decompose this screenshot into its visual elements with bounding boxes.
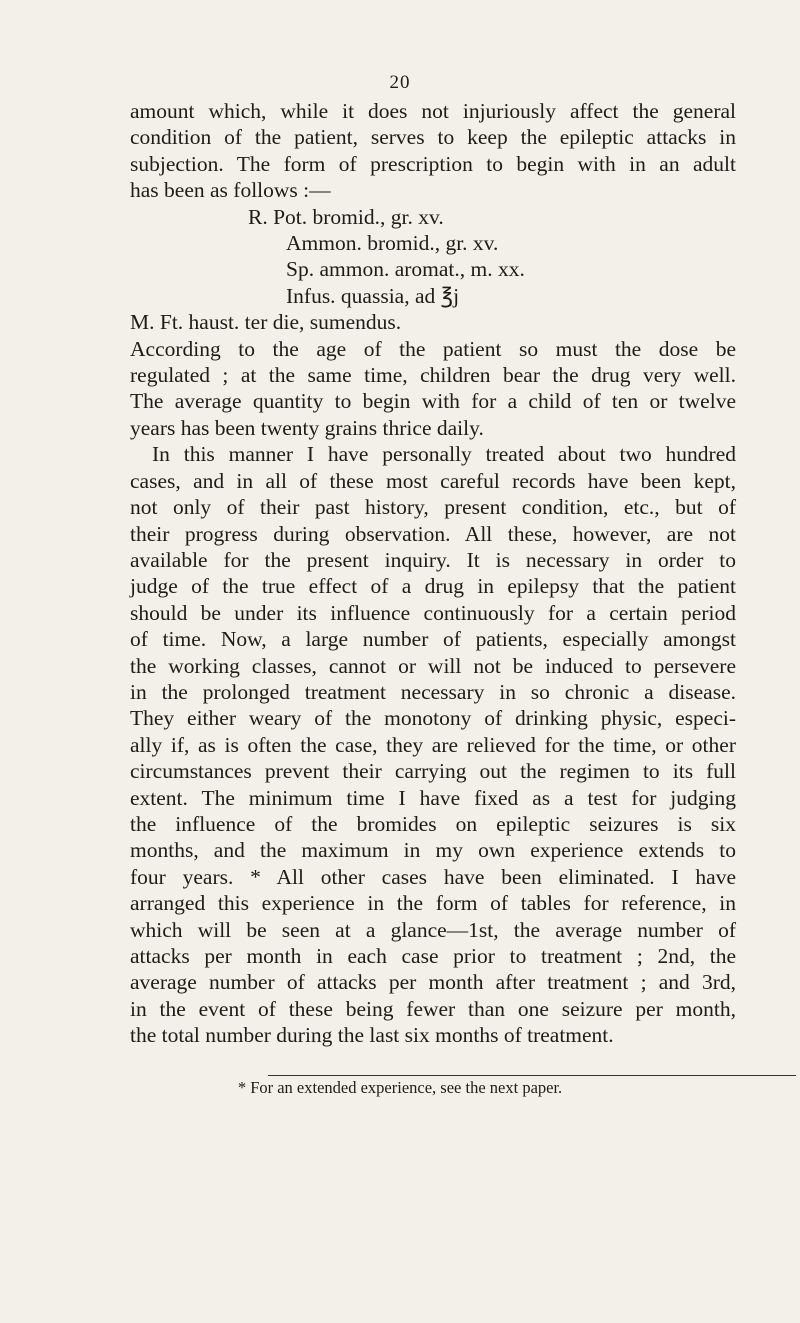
prescription-line: Sp. ammon. aromat., m. xx. <box>286 257 525 282</box>
text-line: the working classes, cannot or will not be induced to persevere <box>130 653 736 678</box>
text-line: which will be seen at a glance—1st, the average number of <box>130 917 736 942</box>
text-line: not only of their past history, present condition, etc., but of <box>130 495 736 520</box>
text-line: arranged this experience in the form of tables for reference, in <box>130 891 736 916</box>
text-line: According to the age of the patient so must the dose be <box>130 336 736 361</box>
text-line: the total number during the last six months of treatment. <box>130 1023 614 1048</box>
prescription-line: R. Pot. bromid., gr. xv. <box>248 204 444 229</box>
footnote-divider <box>268 1075 796 1076</box>
body-text <box>130 98 736 1049</box>
text-line: in the prolonged treatment necessary in so chronic a disease. <box>130 679 736 704</box>
text-line: circumstances prevent their carrying out the regimen to its full <box>130 759 736 784</box>
text-line: cases, and in all of these most careful records have been kept, <box>130 468 736 493</box>
text-line: four years. * All other cases have been eliminated. I have <box>130 864 736 889</box>
text-line: amount which, while it does not injuriously affect the general <box>130 99 736 123</box>
text-line: regulated ; at the same time, children bear the drug very well. <box>130 363 736 388</box>
text-line: available for the present inquiry. It is necessary in order to <box>130 547 736 572</box>
text-line: months, and the maximum in my own experience extends to <box>130 838 736 863</box>
page-number: 20 <box>389 72 411 93</box>
text-line: their progress during observation. All these, however, are not <box>130 521 736 546</box>
text-line: attacks per month in each case prior to treatment ; 2nd, the <box>130 944 736 968</box>
footnote: * For an extended experience, see the next paper. <box>237 1078 563 1097</box>
prescription-line: Infus. quassia, ad ℥j <box>286 283 460 308</box>
text-line: the influence of the bromides on epileptic seizures is six <box>130 811 736 836</box>
text-line: condition of the patient, serves to keep the epileptic attacks in <box>130 125 736 150</box>
text-line: judge of the true effect of a drug in epilepsy that the patient <box>130 574 736 599</box>
text-line: years has been twenty grains thrice daily. <box>130 415 484 440</box>
text-line: has been as follows :— <box>130 178 331 203</box>
text-line: of time. Now, a large number of patients, especially amongst <box>130 627 736 652</box>
text-line: ally if, as is often the case, they are relieved for the time, or other <box>130 732 736 757</box>
text-line: in the event of these being fewer than one seizure per month, <box>130 996 736 1021</box>
text-line: average number of attacks per month after treatment ; and 3rd, <box>130 970 736 995</box>
text-line: should be under its influence continuously for a certain period <box>130 600 736 625</box>
text-line: The average quantity to begin with for a child of ten or twelve <box>130 389 736 414</box>
text-line: extent. The minimum time I have fixed as a test for judging <box>130 785 736 810</box>
text-line: subjection. The form of prescription to begin with in an adult <box>130 151 736 176</box>
prescription-line: M. Ft. haust. ter die, sumendus. <box>130 310 402 335</box>
prescription-line: Ammon. bromid., gr. xv. <box>286 231 499 256</box>
text-line: They either weary of the monotony of drinking physic, especi- <box>130 706 736 731</box>
text-line: In this manner I have personally treated about two hundred <box>152 442 736 467</box>
